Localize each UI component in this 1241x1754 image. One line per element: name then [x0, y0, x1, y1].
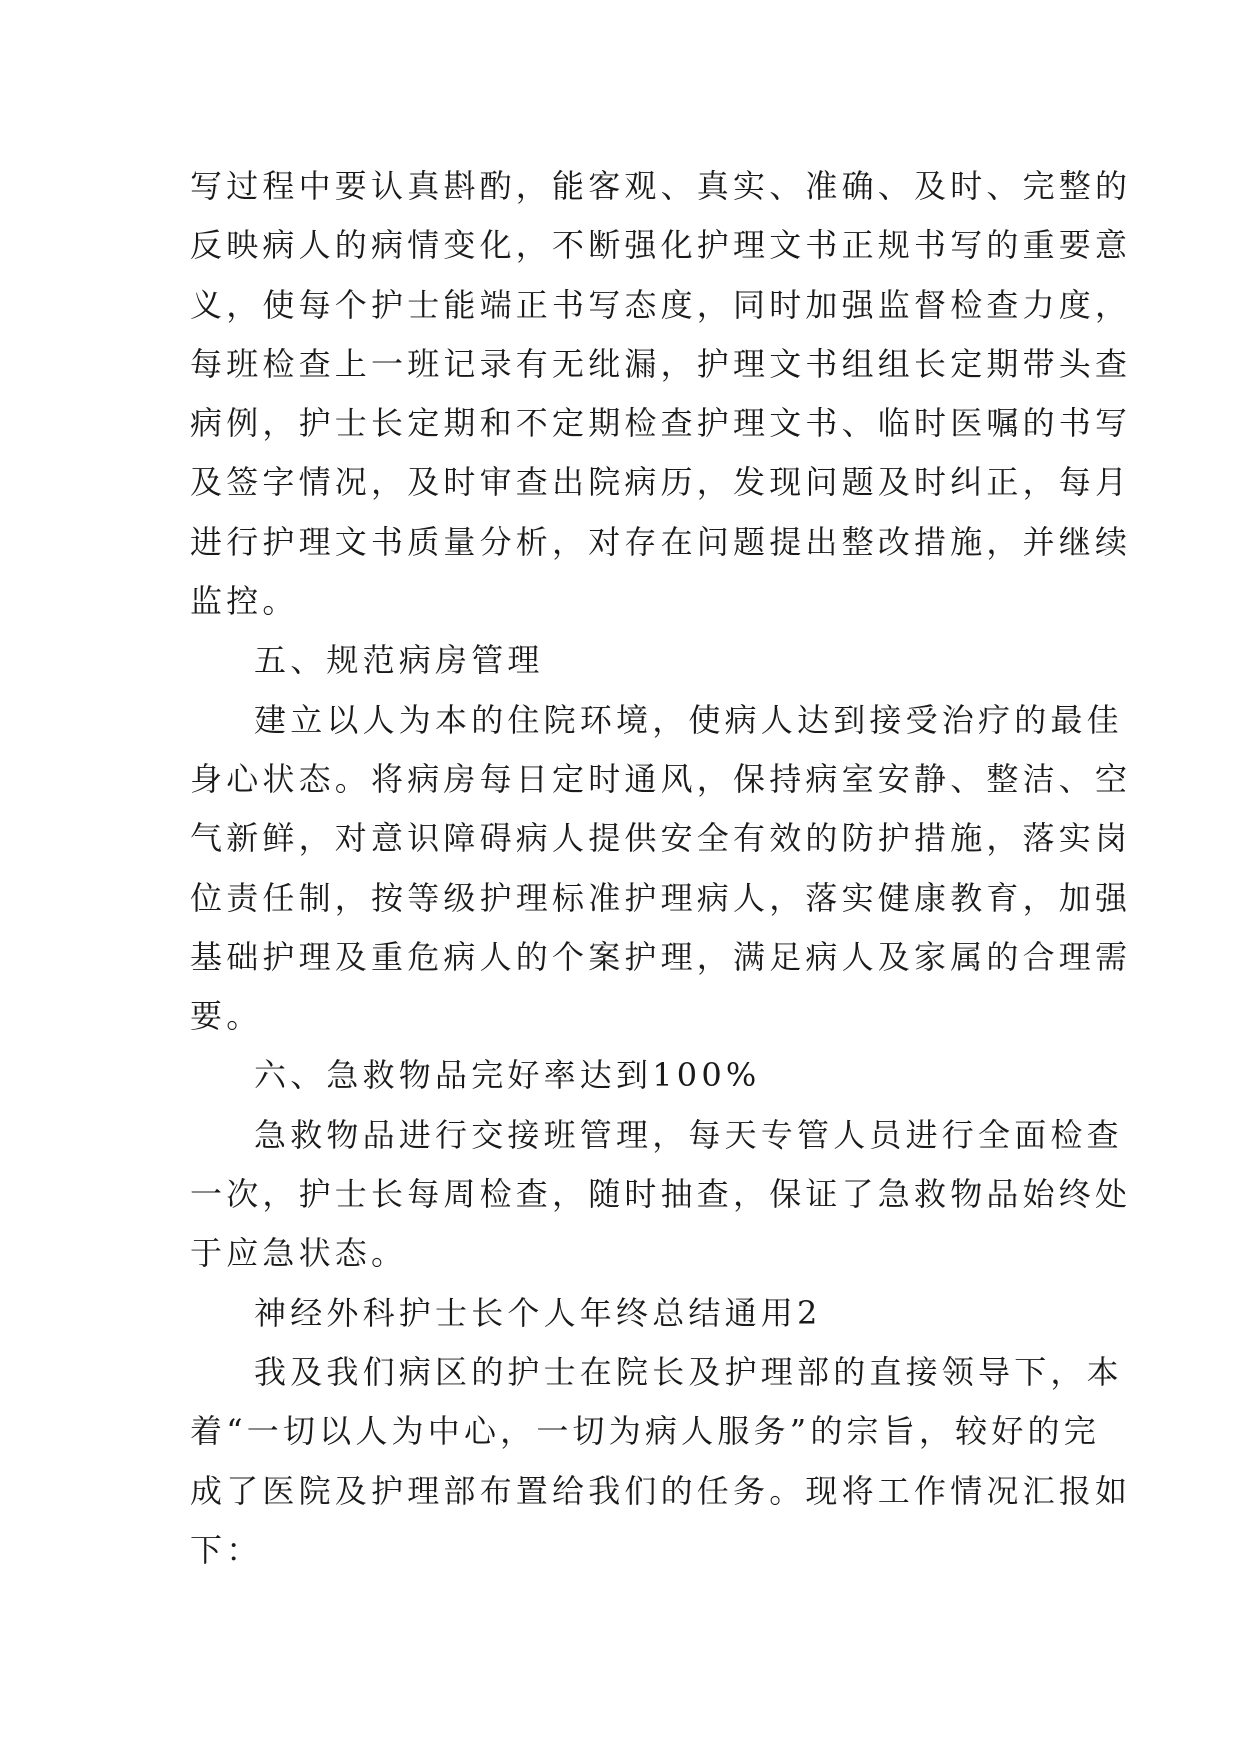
text-line: 病例，护士长定期和不定期检查护理文书、临时医嘱的书写 — [190, 404, 1132, 443]
text-line: 监控。 — [190, 582, 299, 621]
text-line: 急救物品进行交接班管理，每天专管人员进行全面检查 — [254, 1115, 1123, 1154]
text-line: 建立以人为本的住院环境，使病人达到接受治疗的最佳 — [254, 700, 1123, 739]
text-line: 身心状态。将病房每日定时通风，保持病室安静、整洁、空 — [190, 759, 1132, 798]
text-line: 于应急状态。 — [190, 1234, 408, 1273]
section-heading: 五、规范病房管理 — [254, 641, 544, 680]
text-line: 一次，护士长每周检查，随时抽查，保证了急救物品始终处 — [190, 1175, 1132, 1214]
text-line: 下： — [190, 1530, 263, 1569]
text-line: 我及我们病区的护士在院长及护理部的直接领导下，本 — [254, 1352, 1123, 1391]
text-line: 进行护理文书质量分析，对存在问题提出整改措施，并继续 — [190, 522, 1132, 561]
text-line: 义，使每个护士能端正书写态度，同时加强监督检查力度， — [190, 285, 1132, 324]
document-body — [190, 157, 1132, 1580]
text-line: 反映病人的病情变化，不断强化护理文书正规书写的重要意 — [190, 226, 1132, 265]
text-line: 每班检查上一班记录有无纰漏，护理文书组组长定期带头查 — [190, 344, 1132, 383]
text-line: 基础护理及重危病人的个案护理，满足病人及家属的合理需 — [190, 937, 1132, 976]
text-line: 成了医院及护理部布置给我们的任务。现将工作情况汇报如 — [190, 1471, 1132, 1510]
text-line: 要。 — [190, 997, 263, 1036]
text-line: 及签字情况，及时审查出院病历，发现问题及时纠正，每月 — [190, 463, 1132, 502]
text-line: 写过程中要认真斟酌，能客观、真实、准确、及时、完整的 — [190, 167, 1132, 205]
section-heading: 六、急救物品完好率达到100% — [254, 1056, 761, 1095]
text-line: 位责任制，按等级护理标准护理病人，落实健康教育，加强 — [190, 878, 1132, 917]
text-line: 气新鲜，对意识障碍病人提供安全有效的防护措施，落实岗 — [190, 819, 1132, 858]
text-line: 着“一切以人为中心，一切为病人服务”的宗旨，较好的完 — [190, 1412, 1100, 1451]
section-heading: 神经外科护士长个人年终总结通用2 — [254, 1293, 822, 1332]
